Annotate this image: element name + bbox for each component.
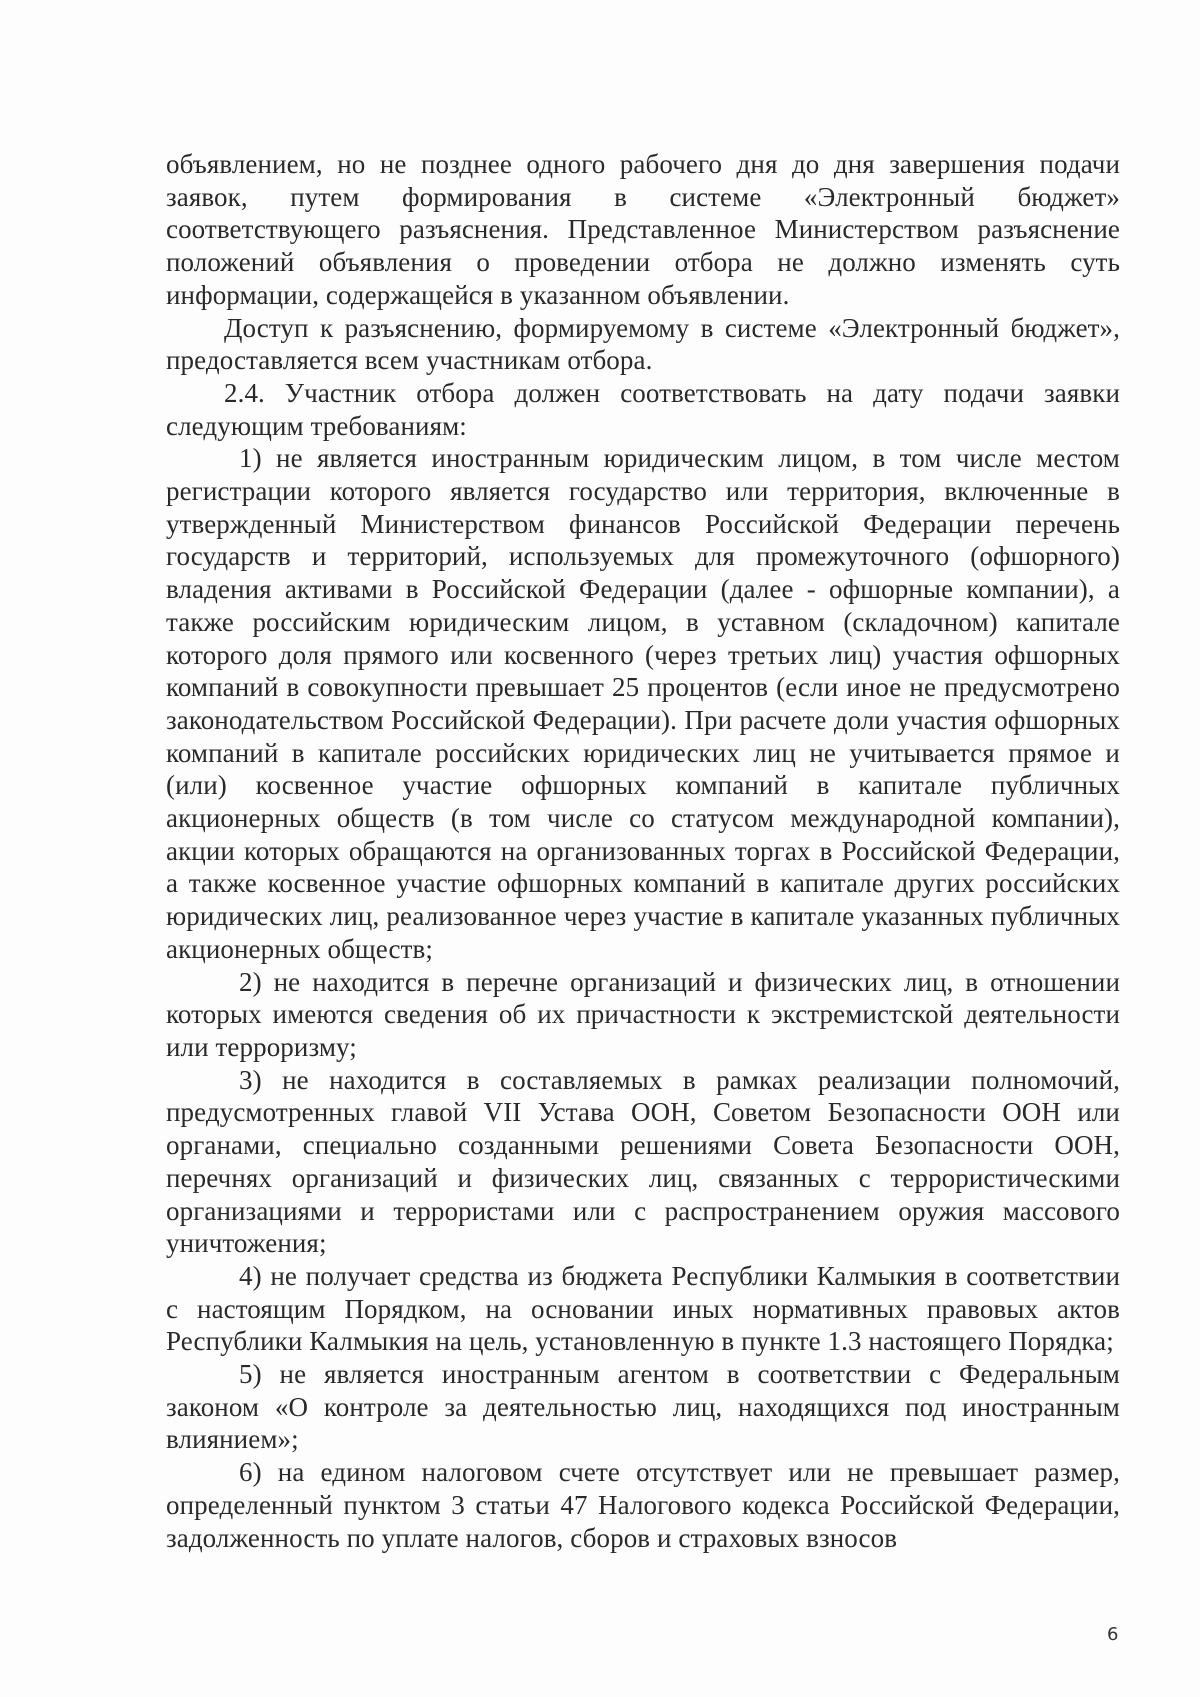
list-item-1: 1) не является иностранным юридическим лицом, в том числе местом регистрации которого является государство или территория, включенные в утвержденный Министерством финансов Российской Федерации перечень государств и территорий, используемых для промежуточного (офшорного) владения активами в Российской Федерации (далее - офшорные компании), а также российским юридическим лицом, в уставном (складочном) капитале которого доля прямого или косвенного (через третьих лиц) участия офшорных компаний в совокупности превышает 25 процентов (если иное не предусмотрено законодательством Российской Федерации). При расчете доли участия офшорных компаний в капитале российских юридических лиц не учитывается прямое и (или) косвенное участие офшорных компаний в капитале публичных акционерных обществ (в том числе со статусом международной компании), акции которых обращаются на организованных торгах в Российской Федерации, а также косвенное участие офшорных компаний в капитале других российских юридических лиц, реализованное через участие в капитале указанных публичных акционерных обществ; bbox=[166, 443, 1120, 964]
paragraph-access-clarification: Доступ к разъяснению, формируемому в системе «Электронный бюджет», предоставляется всем участникам отбора. bbox=[166, 312, 1120, 376]
paragraph-section-2-4: 2.4. Участник отбора должен соответствовать на дату подачи заявки следующим требованиям: bbox=[166, 377, 1120, 441]
paragraph-continuation: объявлением, но не позднее одного рабочего дня до дня завершения подачи заявок, путем формирования в системе «Электронный бюджет» соответствующего разъяснения. Представленное Министерством разъяснение положений объявления о проведении отбора не должно изменять суть информации, содержащейся в указанном объявлении. bbox=[166, 149, 1120, 310]
list-item-6: 6) на едином налоговом счете отсутствует или не превышает размер, определенный пунктом 3 статьи 47 Налогового кодекса Российской Федерации, задолженность по уплате налогов, сборов и страховых взносов bbox=[166, 1457, 1120, 1553]
list-item-5: 5) не является иностранным агентом в соответствии с Федеральным законом «О контроле за деятельностью лиц, находящихся под иностранным влиянием»; bbox=[166, 1359, 1120, 1455]
list-item-3: 3) не находится в составляемых в рамках реализации полномочий, предусмотренных главой VII Устава ООН, Советом Безопасности ООН или органами, специально созданными решениями Совета Безопасности ООН, перечнях организаций и физических лиц, связанных с террористическими организациями и террористами или с распространением оружия массового уничтожения; bbox=[166, 1064, 1120, 1259]
list-item-4: 4) не получает средства из бюджета Республики Калмыкия в соответствии с настоящим Порядком, на основании иных нормативных правовых актов Республики Калмыкия на цель, установленную в пункте 1.3 настоящего Порядка; bbox=[166, 1260, 1120, 1357]
list-item-2: 2) не находится в перечне организаций и физических лиц, в отношении которых имеются сведения об их причастности к экстремистской деятельности или терроризму; bbox=[166, 966, 1120, 1062]
document-body bbox=[166, 148, 1120, 1554]
page-number: 6 bbox=[1107, 1624, 1119, 1645]
